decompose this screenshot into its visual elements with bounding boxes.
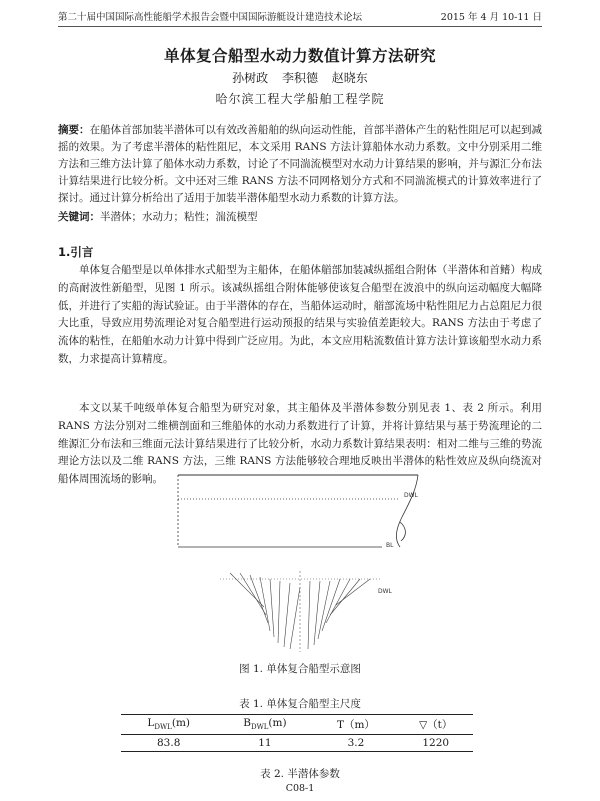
table-header-cell: $B_{DWL}(m)$ [243,717,287,732]
body-plan [220,571,380,652]
section-line [290,587,300,649]
abstract-label: 摘要： [58,124,90,136]
section-line [270,579,274,637]
section-line [284,583,290,647]
table2-caption: 表 2. 半潜体参数 [260,768,340,780]
figure-caption: 图 1. 单体复合船型示意图 [239,663,361,675]
table-cell: 83.8 [157,737,181,749]
header-conference: 第二十届中国国际高性能船学术报告会暨中国国际游艇设计建造技术论坛 [58,12,363,23]
table-cell: 1220 [422,737,450,749]
table-header-cell: ▽（t） [419,719,453,731]
hull-figure [150,467,470,652]
table-cell: 11 [258,737,272,749]
table1-caption: 表 1. 单体复合船型主尺度 [239,698,361,710]
section-line [260,577,270,631]
header-date: 2015 年 4 月 10-11 日 [440,12,542,23]
authors: 孙树政 李积德 赵晓东 [232,71,368,85]
keywords-label: 关键词： [58,211,100,223]
section-line [336,579,370,605]
table-row [121,735,473,752]
keywords [58,209,258,224]
paper-title: 单体复合船型水动力数值计算方法研究 [163,47,436,65]
running-header [58,9,542,27]
table1 [121,714,473,752]
abstract-text: 在船体首部加装半潜体可以有效改善船舶的纵向运动性能，首部半潜体产生的粘性阻尼可以起到减摇的效果。为了考虑半潜体的粘性阻尼，本文采用 RANS 方法计算船体水动力系数。文中分别采用二维方法和三维方法计算了船体水动力系数，讨论了不同湍流模型对水动力计算结果的影响，并与源汇分布法计算结果进行比较分析。文中还对三维 RANS 方法不同网格划分方式和不同湍流模式的计算效率进行了探讨。通过计算分析给出了适用于加装半潜体船型水动力系数的计算方法。 [58,124,543,204]
body-dwl-label: DWL [378,588,392,595]
table-header-cell: T（m） [336,719,375,731]
section-line [308,581,310,649]
section-line [314,581,320,645]
bulb-outline [400,522,405,541]
section-line [330,579,360,615]
section-heading: 1.引言 [58,245,94,259]
bow-profile [396,475,418,547]
section-line [250,575,268,623]
table-cell: 3.2 [347,737,365,749]
section-line [322,579,340,631]
section-line [230,573,264,607]
affiliation: 哈尔滨工程大学船舶工程学院 [215,92,385,106]
page-number: C08-1 [285,783,315,794]
section-line [318,581,330,639]
keywords-text: 半潜体；水动力；粘性；湍流模型 [100,211,258,223]
dwl-label: DWL [404,492,418,499]
section-line [278,581,280,643]
intro-paragraph-2: 本文以某千吨级单体复合船型为研究对象，其主船体及半潜体参数分别见表 1、表 2 所示。利用 RANS 方法分别对二维横剖面和三维船体的水动力系数进行了计算，并将计算结果与基于势流理论的二维源汇分布法和三维面元法计算结果进行了比较分析，水动力系数计算结果表明：相对二维与三维的势流理论方法以及二维 RANS 方法，三维 RANS 方法能够较合理地反映出半潜体的粘性效应及纵向绕流对船体周围流场的影响。 [58,402,542,486]
bl-label: BL [386,542,394,549]
abstract [58,122,542,207]
table-header-cell: $L_{DWL}(m)$ [147,717,190,732]
profile-view [178,475,418,547]
intro-paragraph-1: 单体复合船型是以单体排水式船型为主船体，在船体艏部加装减纵摇组合附体（半潜体和首鳍）构成的高耐波性新船型，见图 1 所示。该减纵摇组合附体能够使该复合船型在波浪中的纵向运动幅度大幅降低，并进行了实船的海试验证。由于半潜体的存在，当船体运动时，艏部流场中粘性阻尼力占总阻尼力很大比重，导致应用势流理论对复合船型进行运动预报的结果与实验值差距较大。RANS 方法由于考虑了流体的粘性，在船舶水动力计算中得到广泛应用。为此，本文应用粘流数值计算方法计算该船型水动力系数，力求提高计算精度。 [58,264,542,365]
table-header-row [121,715,473,735]
